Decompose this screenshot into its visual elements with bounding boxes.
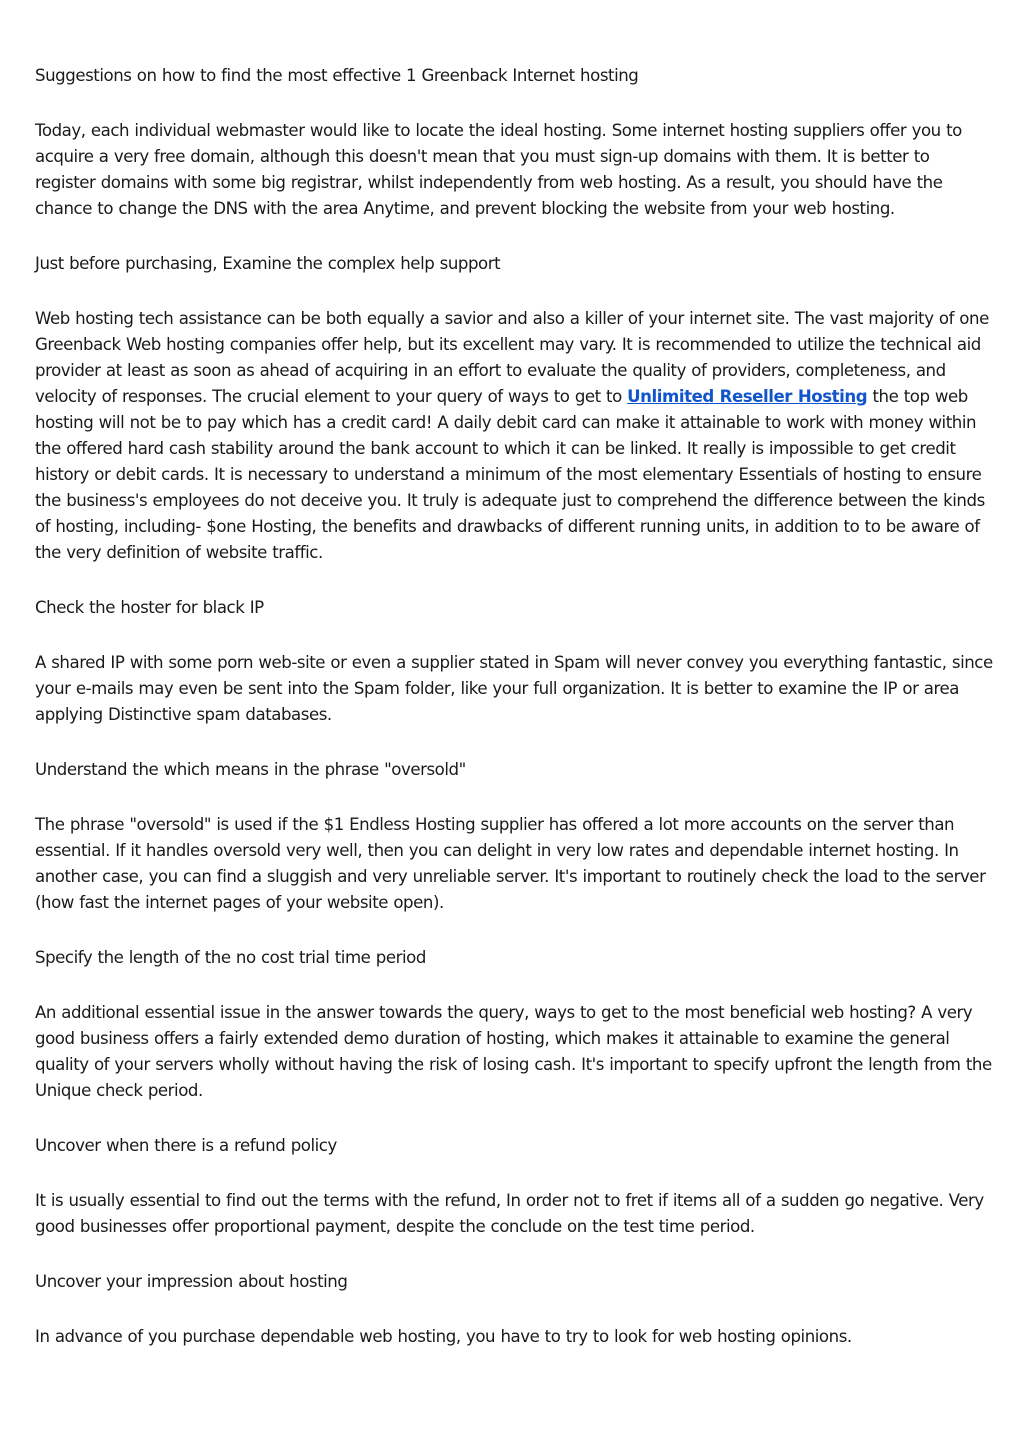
document-body [35,63,993,1379]
section-body-tech-support [35,306,993,566]
section-body-impression: In advance of you purchase dependable web hosting, you have to try to look for web hosting opinions. [35,1327,852,1346]
section-body-trial-period: An additional essential issue in the answer towards the query, ways to get to the most beneficial web hosting? A very good business offers a fairly extended demo duration of hosting, which makes it attainable to examine the general quality of your servers wholly without having the risk of losing cash. It's important to specify upfront the length from the Unique check period. [35,1003,992,1100]
body-text-before-link: Web hosting tech assistance can be both equally a savior and also a killer of your internet site. The vast majority of one Greenback Web hosting companies offer help, but its excellent may vary. It is recommended to utilize the technical aid provider at least as soon as ahead of acquiring in an effort to evaluate the quality of providers, completeness, and velocity of responses. The crucial element to your query of ways to get to [35,309,989,406]
section-body-black-ip: A shared IP with some porn web-site or even a supplier stated in Spam will never convey you everything fantastic, since your e-mails may even be sent into the Spam folder, like your full organization. It is better to examine the IP or area applying Distinctive spam databases. [35,653,993,724]
section-heading-black-ip: Check the hoster for black IP [35,598,264,617]
section-heading-tech-support: Just before purchasing, Examine the complex help support [35,254,501,273]
document-title: Suggestions on how to find the most effective 1 Greenback Internet hosting [35,66,639,85]
section-heading-trial-period: Specify the length of the no cost trial time period [35,948,426,967]
section-heading-refund-policy: Uncover when there is a refund policy [35,1136,337,1155]
section-heading-impression: Uncover your impression about hosting [35,1272,348,1291]
intro-paragraph: Today, each individual webmaster would like to locate the ideal hosting. Some internet hosting suppliers offer you to acquire a very free domain, although this doesn't mean that you must sign-up domains with them. It is better to register domains with some big registrar, whilst independently from web hosting. As a result, you should have the chance to change the DNS with the area Anytime, and prevent blocking the website from your web hosting. [35,121,962,218]
section-body-refund-policy: It is usually essential to find out the terms with the refund, In order not to fret if items all of a sudden go negative. Very good businesses offer proportional payment, despite the conclude on the test time period. [35,1191,984,1236]
unlimited-reseller-hosting-link[interactable]: Unlimited Reseller Hosting [627,387,868,406]
section-body-oversold: The phrase "oversold" is used if the $1 Endless Hosting supplier has offered a lot more accounts on the server than essential. If it handles oversold very well, then you can delight in very low rates and dependable internet hosting. In another case, you can find a sluggish and very unreliable server. It's important to routinely check the load to the server (how fast the internet pages of your website open). [35,815,986,912]
section-heading-oversold: Understand the which means in the phrase "oversold" [35,760,466,779]
body-text-after-link: the top web hosting will not be to pay which has a credit card! A daily debit card can make it attainable to work with money within the offered hard cash stability around the bank account to which it can be linked. It really is impossible to get credit history or debit cards. It is necessary to understand a minimum of the most elementary Essentials of hosting to ensure the business's employees do not deceive you. It truly is adequate just to comprehend the difference between the kinds of hosting, including- $one Hosting, the benefits and drawbacks of different running units, in addition to to be aware of the very definition of website traffic. [35,387,985,562]
